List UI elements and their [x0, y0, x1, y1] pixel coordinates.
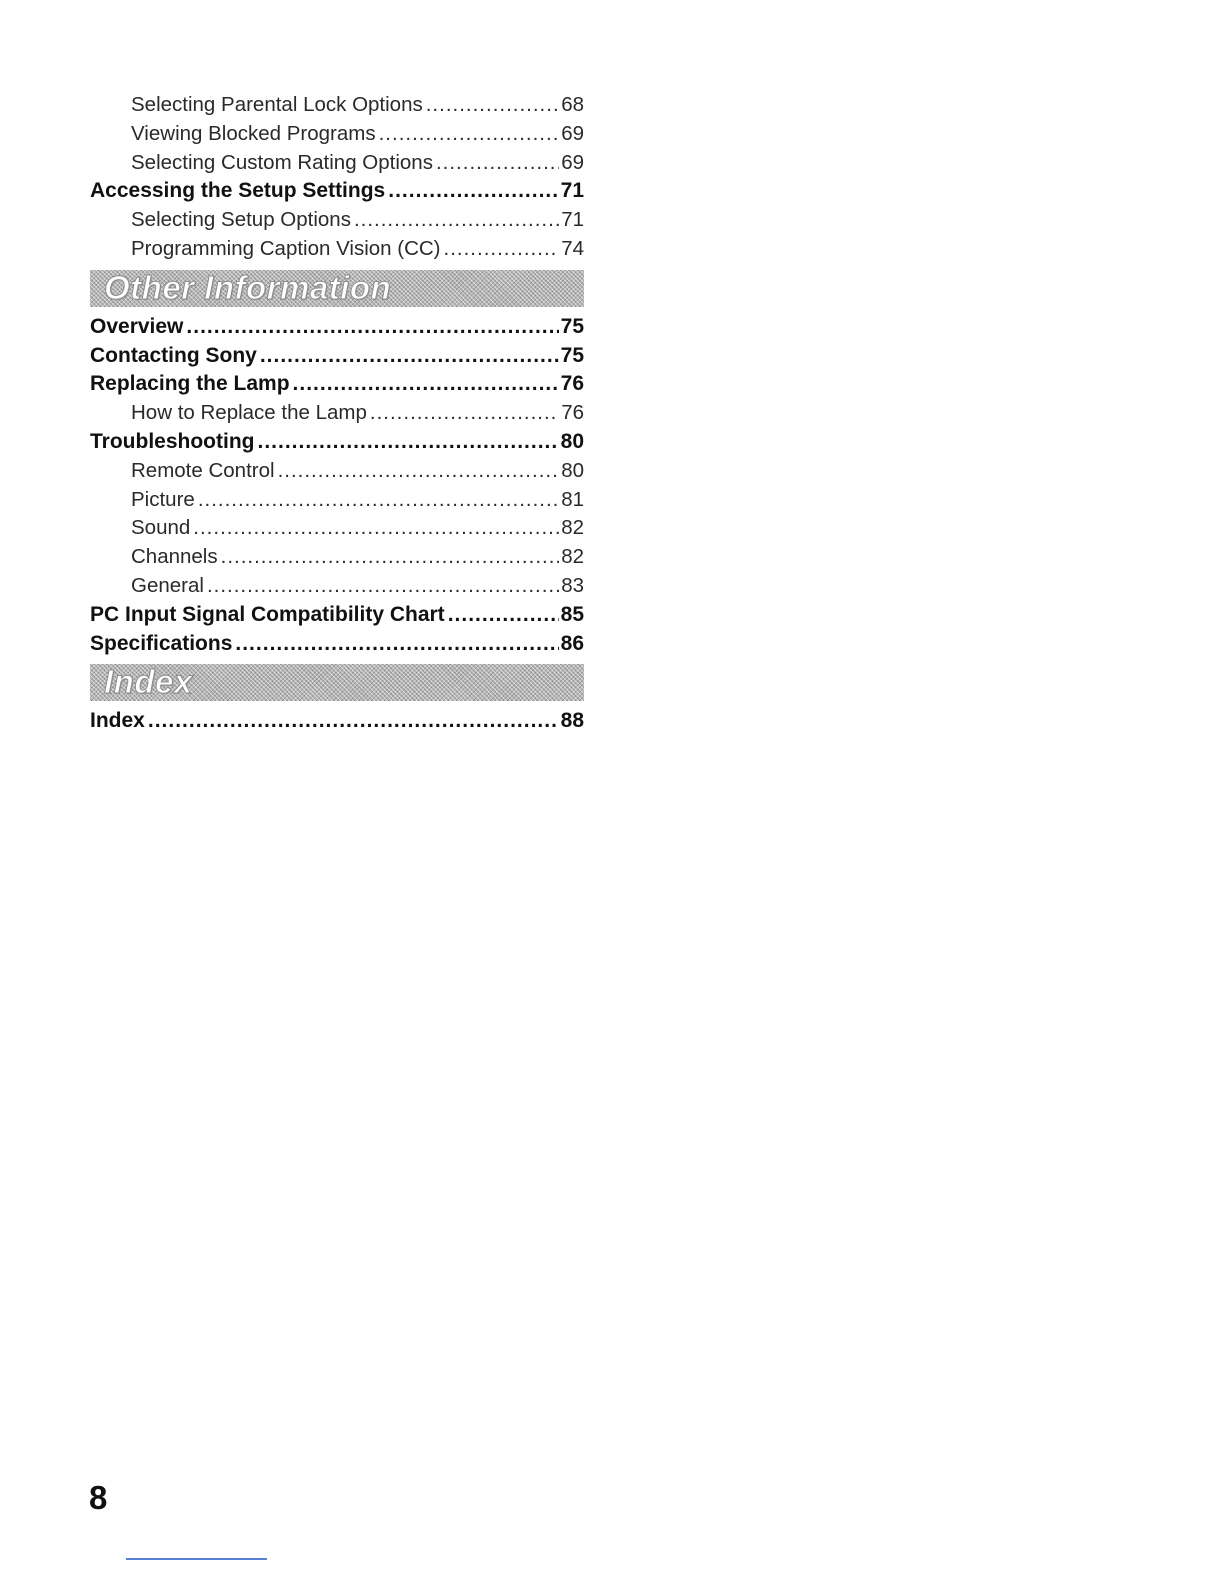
toc-entry-title: Selecting Parental Lock Options [131, 93, 423, 116]
dot-leader [436, 149, 559, 178]
toc-entry-sub[interactable] [90, 91, 584, 120]
toc-entry-page: 88 [560, 709, 584, 733]
dot-leader [260, 342, 559, 371]
toc-group-index [90, 707, 584, 736]
toc-entry-title: Contacting Sony [90, 343, 257, 367]
toc-entry-sub[interactable] [90, 543, 584, 572]
footer-rule [126, 1558, 267, 1560]
section-banner-title: Index [104, 664, 193, 701]
dot-leader [207, 572, 559, 601]
toc-entry-page: 69 [561, 121, 584, 145]
dot-leader [235, 630, 558, 659]
toc-entry-page: 74 [561, 236, 584, 260]
toc-entry-sub[interactable] [90, 457, 584, 486]
toc-entry-page: 83 [561, 573, 584, 597]
toc-entry-page: 81 [561, 487, 584, 511]
toc-entry-page: 82 [561, 516, 584, 540]
toc-entry-title: Troubleshooting [90, 429, 255, 453]
section-banner-title: Other Information [104, 269, 392, 306]
dot-leader [186, 313, 558, 342]
toc-entry-page: 80 [560, 429, 584, 453]
toc-entry-main[interactable] [90, 313, 584, 342]
toc-entry-main[interactable] [90, 630, 584, 659]
dot-leader [278, 457, 560, 486]
toc-entry-main[interactable] [90, 428, 584, 457]
toc-entry-sub[interactable] [90, 486, 584, 515]
section-banner-index [90, 664, 584, 701]
dot-leader [354, 206, 559, 235]
toc-entry-main[interactable] [90, 177, 584, 206]
toc-entry-sub[interactable] [90, 399, 584, 428]
toc-entry-main[interactable] [90, 601, 584, 630]
dot-leader [444, 235, 560, 264]
toc-group-other-information [90, 313, 584, 659]
toc-entry-title: Picture [131, 487, 195, 511]
toc-entry-page: 69 [561, 150, 584, 174]
dot-leader [193, 514, 559, 543]
section-banner-other-information [90, 270, 584, 307]
toc-entry-sub[interactable] [90, 206, 584, 235]
toc-entry-page: 76 [560, 372, 584, 396]
toc-entry-page: 75 [560, 314, 584, 338]
toc-entry-page: 82 [561, 545, 584, 569]
toc-entry-title: Accessing the Setup Settings [90, 179, 386, 203]
toc-entry-page: 71 [560, 179, 584, 203]
dot-leader [257, 428, 558, 457]
dot-leader [426, 91, 559, 120]
toc-entry-title: Replacing the Lamp [90, 372, 290, 396]
dot-leader [448, 601, 559, 630]
toc-entry-title: Channels [131, 545, 218, 569]
toc-entry-page: 68 [561, 93, 584, 116]
toc-entry-sub[interactable] [90, 572, 584, 601]
toc-entry-title: Viewing Blocked Programs [131, 121, 376, 145]
toc-entry-title: Selecting Setup Options [131, 208, 351, 232]
dot-leader [370, 399, 559, 428]
toc-entry-title: PC Input Signal Compatibility Chart [90, 602, 445, 626]
toc-entry-title: General [131, 573, 204, 597]
toc-entry-title: How to Replace the Lamp [131, 401, 367, 425]
toc-entry-title: Overview [90, 314, 184, 338]
toc-entry-title: Programming Caption Vision (CC) [131, 236, 441, 260]
page-number: 8 [89, 1479, 108, 1516]
toc-entry-main[interactable] [90, 370, 584, 399]
toc-entry-title: Specifications [90, 631, 233, 655]
dot-leader [379, 120, 560, 149]
dot-leader [221, 543, 560, 572]
toc-entry-title: Sound [131, 516, 191, 540]
toc-entry-page: 85 [560, 602, 584, 626]
toc-entry-sub[interactable] [90, 514, 584, 543]
toc-entry-title: Selecting Custom Rating Options [131, 150, 433, 174]
toc-entry-main[interactable] [90, 707, 584, 736]
toc-entry-title: Index [90, 709, 145, 733]
dot-leader [198, 486, 559, 515]
dot-leader [148, 707, 559, 736]
toc-entry-sub[interactable] [90, 235, 584, 264]
toc-entry-page: 76 [561, 401, 584, 425]
toc-entry-page: 71 [561, 208, 584, 232]
table-of-contents [90, 91, 584, 736]
toc-entry-sub[interactable] [90, 120, 584, 149]
toc-group-setup [90, 91, 584, 264]
dot-leader [388, 177, 558, 206]
toc-entry-main[interactable] [90, 342, 584, 371]
toc-entry-page: 80 [561, 458, 584, 482]
toc-entry-sub[interactable] [90, 149, 584, 178]
toc-entry-title: Remote Control [131, 458, 275, 482]
toc-entry-page: 75 [560, 343, 584, 367]
toc-entry-page: 86 [560, 631, 584, 655]
dot-leader [293, 370, 559, 399]
